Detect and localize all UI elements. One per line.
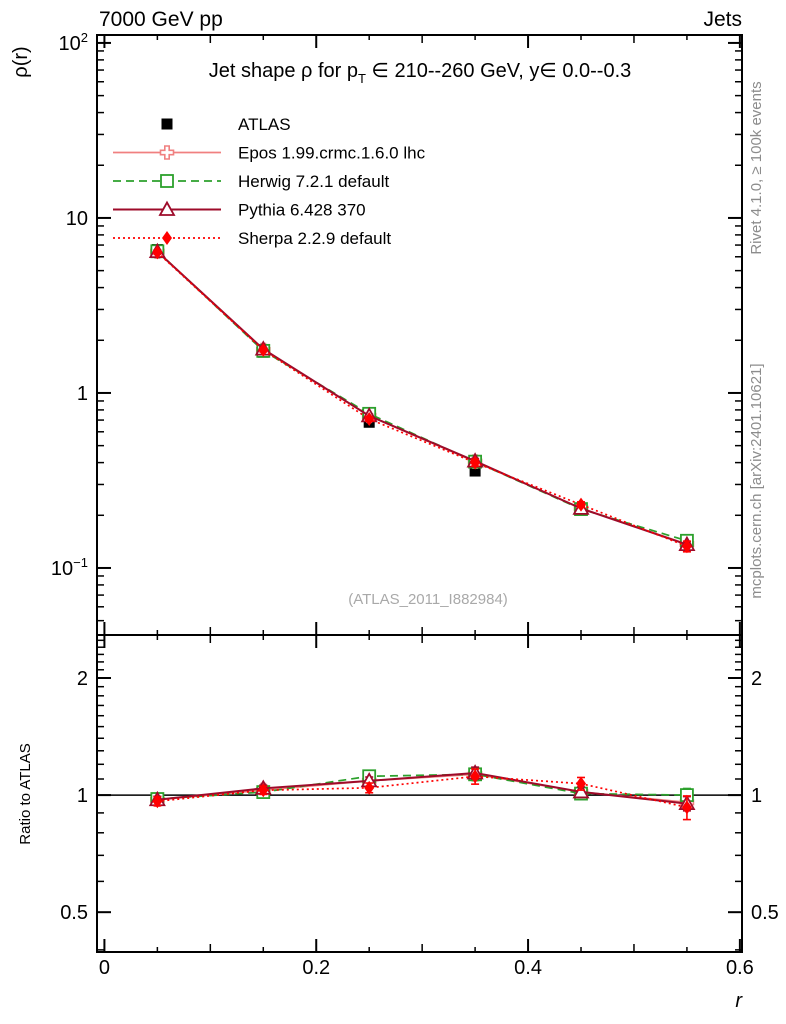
legend-marker-sample — [161, 175, 173, 187]
ratio-data-series — [97, 766, 742, 820]
sherpa-line — [157, 252, 687, 546]
legend — [113, 115, 426, 248]
legend-label: ATLAS — [238, 115, 291, 134]
legend-item-herwig — [113, 172, 389, 191]
legend-label: Herwig 7.2.1 default — [238, 172, 390, 191]
main-y-tick-label: 1 — [76, 382, 88, 405]
ratio-y-axis-label: Ratio to ATLAS — [17, 743, 34, 845]
ratio-y-tick-label-left: 2 — [76, 668, 88, 691]
legend-item-epos — [113, 144, 426, 163]
axis-tick-labels — [51, 30, 779, 979]
legend-label: Pythia 6.428 370 — [238, 200, 366, 220]
ratio-y-tick-label-right: 1 — [751, 785, 763, 808]
ratio-y-tick-label-left: 1 — [76, 785, 88, 808]
x-tick-label: 0.2 — [302, 957, 331, 979]
legend-label: Epos 1.99.crmc.1.6.0 lhc — [238, 143, 426, 163]
legend-marker-sample — [162, 231, 172, 245]
herwig-line — [157, 251, 687, 541]
epos-line — [157, 252, 687, 544]
legend-item-atlas — [162, 115, 291, 134]
ratio-y-tick-label-left: 0.5 — [60, 902, 88, 925]
x-tick-label: 0.6 — [725, 957, 754, 979]
ratio-y-tick-label-right: 2 — [751, 668, 763, 691]
pythia-ratio-line — [157, 773, 687, 804]
x-axis-label: r — [735, 990, 742, 1012]
rivet-version-note: Rivet 4.1.0, ≥ 100k events — [748, 81, 765, 255]
header-beam-energy: 7000 GeV pp — [99, 8, 223, 31]
main-data-series — [150, 244, 694, 553]
plot-title: Jet shape ρ for $p_T$ ∈ 210--260 GeV, y∈ 0.0--0.3 — [208, 60, 632, 86]
main-y-tick-label: $10^{-1}$ — [50, 554, 88, 580]
main-y-axis-label: ρ(r) — [10, 46, 32, 78]
watermark-analysis-id: (ATLAS_2011_I882984) — [348, 591, 508, 608]
header-analysis-type: Jets — [703, 8, 742, 31]
legend-marker-sample — [161, 146, 174, 159]
legend-label: Sherpa 2.2.9 default — [238, 229, 392, 248]
epos-ratio-line — [157, 774, 687, 802]
axis-ticks — [97, 35, 742, 952]
x-tick-label: 0.4 — [514, 957, 542, 979]
legend-marker-sample — [162, 119, 173, 130]
main-y-tick-label: $10^2$ — [58, 29, 88, 55]
mcplots-arxiv-note: mcplots.cern.ch [arXiv:2401.10621] — [748, 363, 765, 599]
pythia-line — [157, 252, 687, 545]
main-panel-frame — [97, 35, 742, 635]
ratio-y-tick-label-right: 0.5 — [751, 902, 779, 925]
legend-item-pythia — [113, 201, 366, 220]
x-tick-label: 0 — [98, 957, 110, 979]
main-y-tick-label: 10 — [65, 207, 88, 230]
ratio-panel-frame — [97, 635, 742, 952]
